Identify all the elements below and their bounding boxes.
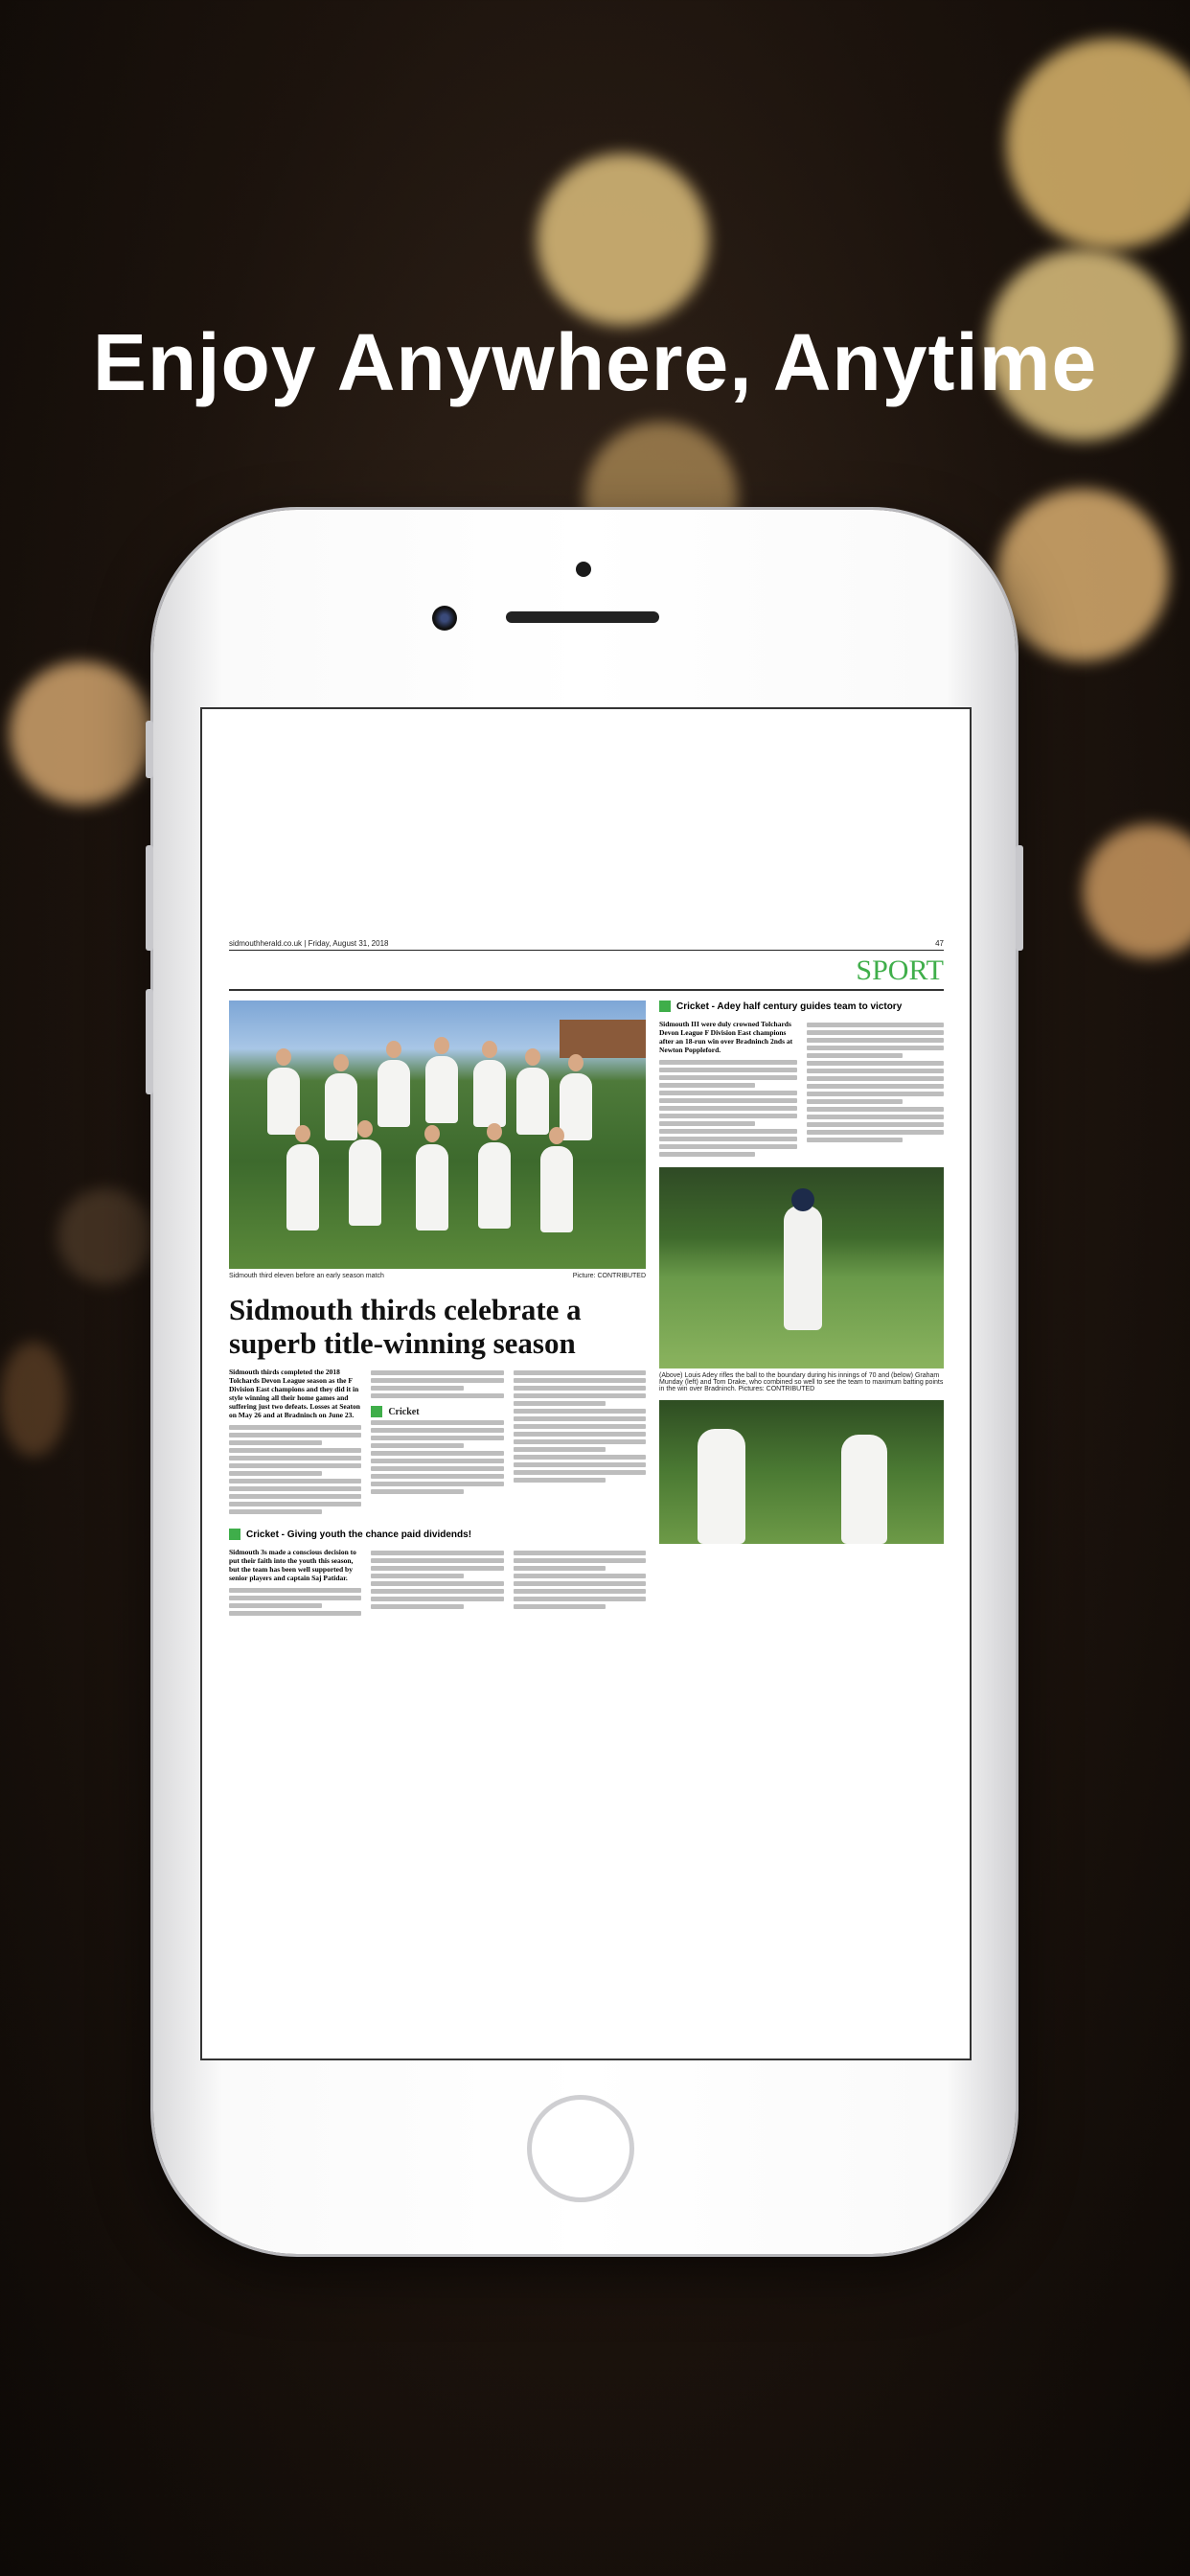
section-marker-icon	[229, 1529, 240, 1540]
text-line	[514, 1478, 606, 1483]
bokeh-light	[57, 1188, 153, 1284]
text-line	[659, 1121, 755, 1126]
youth-column-1	[229, 1548, 361, 1619]
body-column-2	[371, 1368, 503, 1517]
text-line	[659, 1114, 797, 1118]
text-line	[371, 1443, 464, 1448]
text-line	[807, 1030, 945, 1035]
page-number: 47	[935, 939, 944, 948]
text-line	[514, 1558, 646, 1563]
text-line	[514, 1447, 606, 1452]
right-photo-caption	[659, 1372, 944, 1392]
batsman-photo[interactable]	[659, 1167, 944, 1368]
cricket-subhead	[371, 1406, 503, 1417]
youth-subhead	[229, 1529, 646, 1540]
promo-headline: Enjoy Anywhere, Anytime	[92, 317, 1098, 407]
batsman-figure	[698, 1429, 745, 1544]
player-figure	[349, 1139, 381, 1226]
text-line	[807, 1061, 945, 1066]
text-line	[659, 1152, 755, 1157]
player-figure	[286, 1144, 319, 1230]
text-line	[807, 1053, 903, 1058]
text-line	[659, 1129, 797, 1134]
text-line	[371, 1370, 503, 1375]
clubhouse-shape	[560, 1020, 646, 1058]
text-line	[229, 1494, 361, 1499]
text-line	[229, 1433, 361, 1438]
body-column-1	[229, 1368, 361, 1517]
text-line	[229, 1588, 361, 1593]
main-headline[interactable]: Sidmouth thirds celebrate a superb title-winning season	[229, 1293, 582, 1360]
text-line	[514, 1432, 646, 1437]
cricket-label: Cricket	[388, 1406, 420, 1417]
text-line	[514, 1370, 646, 1375]
text-line	[371, 1378, 503, 1383]
text-line	[514, 1597, 646, 1601]
right-subhead-text: Cricket - Adey half century guides team to victory	[676, 1000, 903, 1012]
player-figure	[378, 1060, 410, 1127]
text-line	[371, 1459, 503, 1463]
text-line	[659, 1106, 797, 1111]
text-line	[371, 1489, 464, 1494]
right-body	[659, 1020, 944, 1160]
youth-column-2	[371, 1548, 503, 1619]
text-line	[371, 1558, 503, 1563]
text-line	[371, 1386, 464, 1391]
photo-caption	[229, 1273, 646, 1279]
earpiece-speaker	[506, 611, 659, 623]
text-line	[807, 1122, 945, 1127]
text-line	[807, 1038, 945, 1043]
text-line	[659, 1091, 797, 1095]
text-line	[371, 1589, 503, 1594]
player-figure	[560, 1073, 592, 1140]
main-story	[229, 1000, 646, 1619]
text-line	[371, 1451, 503, 1456]
text-line	[371, 1597, 503, 1601]
batsman-figure	[784, 1206, 822, 1330]
caption-credit: Picture: CONTRIBUTED	[572, 1273, 646, 1279]
bokeh-light	[996, 489, 1169, 661]
right-column-1	[659, 1020, 797, 1160]
text-line	[514, 1566, 606, 1571]
power-button	[1016, 845, 1023, 951]
text-line	[807, 1069, 945, 1073]
bokeh-light	[0, 1342, 67, 1457]
text-line	[371, 1436, 503, 1440]
player-figure	[473, 1060, 506, 1127]
text-line	[514, 1455, 646, 1460]
volume-down-button	[146, 845, 153, 951]
batsmen-pair-photo[interactable]	[659, 1400, 944, 1544]
player-figure	[516, 1068, 549, 1135]
text-line	[659, 1060, 797, 1065]
phone-frame	[153, 510, 1016, 2254]
text-line	[514, 1386, 646, 1391]
text-line	[371, 1428, 503, 1433]
text-line	[807, 1130, 945, 1135]
newspaper-page	[229, 939, 944, 1619]
text-line	[229, 1471, 322, 1476]
text-line	[371, 1581, 503, 1586]
text-line	[514, 1416, 646, 1421]
bokeh-light	[1006, 38, 1190, 249]
text-line	[371, 1551, 503, 1555]
player-figure	[478, 1142, 511, 1229]
bokeh-light	[10, 661, 153, 805]
proximity-sensor	[576, 562, 591, 577]
text-line	[371, 1420, 503, 1425]
text-line	[229, 1456, 361, 1460]
youth-column-3	[514, 1548, 646, 1619]
masthead-dateline: sidmouthherald.co.uk | Friday, August 31, 2018	[229, 939, 389, 948]
text-line	[807, 1046, 945, 1050]
text-line	[659, 1137, 797, 1141]
bokeh-light	[1083, 824, 1190, 958]
text-line	[514, 1401, 606, 1406]
main-body	[229, 1368, 646, 1517]
right-subhead	[659, 1000, 944, 1012]
right-caption-text: (Above) Louis Adey rifles the ball to the boundary during his innings of 70 and (below) Graham Munday (left) and Tom Drake, who combined so well to see the team to maximum batting points in the win over Bradninch.	[659, 1372, 944, 1392]
text-line	[659, 1144, 797, 1149]
text-line	[807, 1084, 945, 1089]
text-line	[229, 1448, 361, 1453]
text-line	[371, 1466, 503, 1471]
text-line	[659, 1068, 797, 1072]
text-line	[514, 1574, 646, 1578]
text-line	[229, 1425, 361, 1430]
right-caption-credit: Pictures: CONTRIBUTED	[738, 1386, 815, 1392]
text-line	[659, 1098, 797, 1103]
player-figure	[267, 1068, 300, 1135]
youth-body	[229, 1548, 646, 1619]
text-line	[514, 1378, 646, 1383]
text-line	[371, 1482, 503, 1486]
batsman-figure	[841, 1435, 887, 1544]
bokeh-light	[537, 153, 709, 326]
text-line	[807, 1023, 945, 1027]
text-line	[807, 1115, 945, 1119]
text-line	[807, 1092, 945, 1096]
text-line	[514, 1551, 646, 1555]
right-column-2	[807, 1020, 945, 1160]
body-column-3	[514, 1368, 646, 1517]
caption-text: Sidmouth third eleven before an early season match	[229, 1273, 384, 1279]
masthead	[229, 939, 944, 951]
text-line	[371, 1393, 503, 1398]
batsman-helmet	[791, 1188, 814, 1211]
text-line	[229, 1611, 361, 1616]
text-line	[514, 1581, 646, 1586]
text-line	[229, 1596, 361, 1600]
text-line	[807, 1107, 945, 1112]
mute-switch	[146, 989, 153, 1094]
section-marker-icon	[371, 1406, 382, 1417]
text-line	[514, 1470, 646, 1475]
text-line	[514, 1439, 646, 1444]
youth-subhead-text: Cricket - Giving youth the chance paid dividends!	[246, 1529, 472, 1540]
text-line	[659, 1083, 755, 1088]
text-line	[514, 1424, 646, 1429]
text-line	[229, 1440, 322, 1445]
text-line	[371, 1604, 464, 1609]
youth-lede: Sidmouth 3s made a conscious decision to put their faith into the youth this season, but the team has been well supported by senior players and captain Saj Patidar.	[229, 1548, 356, 1582]
text-line	[514, 1604, 606, 1609]
text-line	[229, 1509, 322, 1514]
text-line	[807, 1099, 903, 1104]
text-line	[514, 1393, 646, 1398]
text-line	[371, 1574, 464, 1578]
team-photo[interactable]	[229, 1000, 646, 1269]
text-line	[229, 1463, 361, 1468]
text-line	[514, 1462, 646, 1467]
player-figure	[540, 1146, 573, 1232]
text-line	[514, 1409, 646, 1414]
text-line	[229, 1502, 361, 1506]
player-figure	[425, 1056, 458, 1123]
text-line	[229, 1486, 361, 1491]
right-lede: Sidmouth III were duly crowned Tolchards Devon League F Division East champions after an 18-run win over Bradninch 2nds at Newton Poppleford.	[659, 1020, 793, 1054]
player-figure	[416, 1144, 448, 1230]
home-button[interactable]	[527, 2095, 634, 2202]
section-marker-icon	[659, 1000, 671, 1012]
text-line	[229, 1603, 322, 1608]
text-line	[514, 1589, 646, 1594]
text-line	[807, 1076, 945, 1081]
lede-text: Sidmouth thirds completed the 2018 Tolchards Devon League season as the F Division East champions and they did it in style winning all their home games and suffering just two defeats. Losses at Seaton on May 26 and at Bradninch on June 23.	[229, 1368, 360, 1419]
volume-up-button	[146, 721, 153, 778]
section-title: SPORT	[229, 954, 944, 991]
newspaper-screen[interactable]	[200, 707, 972, 2060]
article-columns	[229, 1000, 944, 1619]
player-figure	[325, 1073, 357, 1140]
text-line	[659, 1075, 797, 1080]
side-story	[659, 1000, 944, 1619]
text-line	[807, 1138, 903, 1142]
front-camera-icon	[432, 606, 457, 631]
text-line	[371, 1566, 503, 1571]
text-line	[229, 1479, 361, 1484]
text-line	[371, 1474, 503, 1479]
